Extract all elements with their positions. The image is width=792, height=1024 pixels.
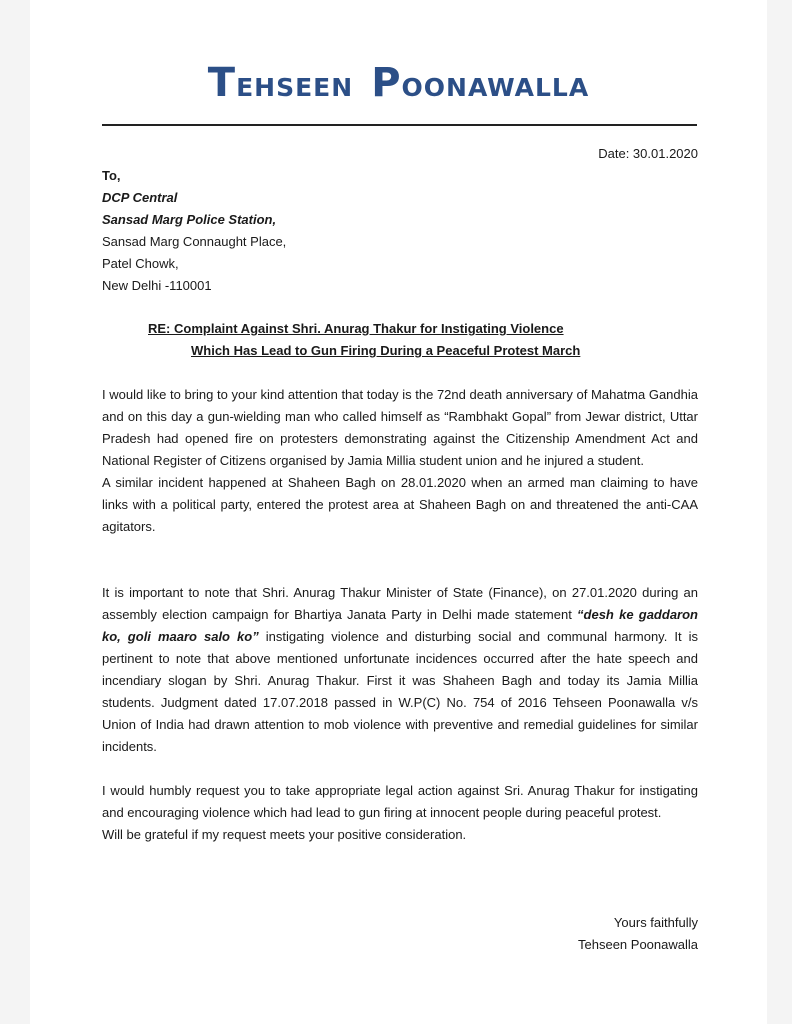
address-line-3: New Delhi -110001 — [102, 278, 212, 293]
closing-salutation: Yours faithfully — [613, 915, 698, 930]
closing-signatory: Tehseen Poonawalla — [578, 937, 698, 952]
address-line-2: Patel Chowk, — [102, 256, 179, 271]
paragraph-3-after: instigating violence and disturbing social and communal harmony. It is pertinent to note that above mentioned unfortunate incidences occurred after the hate speech and incendiary slogan by Shri. Anurag Thakur. First it was Shaheen Bagh and today its Jamia Millia students. Judgment dated 17.07.2018 passed in W.P(C) No. 754 of 2016 Tehseen Poonawalla v/s Union of India had drawn attention to mob violence with preventive and remedial guidelines for similar incidents. — [102, 629, 698, 754]
letterhead-first-rest: EHSEEN — [236, 73, 354, 102]
letter-date: Date: 30.01.2020 — [598, 146, 698, 161]
letter-page — [30, 0, 767, 1024]
body-paragraph-3 — [102, 582, 698, 758]
address-to: To, — [102, 168, 121, 183]
paragraph-4-text: I would humbly request you to take appropriate legal action against Sri. Anurag Thakur for instigating and encouraging violence which had lead to gun firing at innocent people during peaceful protest. — [102, 783, 698, 820]
subject-line-1: RE: Complaint Against Shri. Anurag Thakur for Instigating Violence — [148, 321, 564, 336]
letterhead-first-initial: T — [207, 60, 237, 106]
address-recipient: DCP Central — [102, 190, 178, 205]
address-line-1: Sansad Marg Connaught Place, — [102, 234, 287, 249]
body-paragraph-1 — [102, 384, 698, 538]
paragraph-3-quote: “desh ke gaddaron ko, goli maaro salo ko” — [102, 607, 698, 644]
paragraph-5-text: Will be grateful if my request meets your positive consideration. — [102, 827, 467, 842]
paragraph-1-text: I would like to bring to your kind attention that today is the 72nd death anniversary of Mahatma Gandhia and on this day a gun-wielding man who called himself as “Rambhakt Gopal” from Jewar district, Uttar Pradesh had opened fire on protesters demonstrating against the Citizenship Amendment Act and National Register of Citizens organised by Jamia Millia student union and he injured a student. — [102, 387, 698, 468]
letterhead-divider — [102, 124, 697, 126]
paragraph-2-text: A similar incident happened at Shaheen Bagh on 28.01.2020 when an armed man claiming to have links with a political party, entered the protest area at Shaheen Bagh on and threatened the anti-CAA agitators. — [102, 475, 698, 534]
letterhead-last-rest: OONAWALLA — [401, 73, 590, 102]
letterhead — [30, 60, 767, 106]
body-paragraph-4 — [102, 780, 698, 846]
paragraph-3-before: It is important to note that Shri. Anurag Thakur Minister of State (Finance), on 27.01.2020 during an assembly election campaign for Bhartiya Janata Party in Delhi made statement — [102, 585, 698, 622]
letterhead-last-initial: P — [371, 60, 402, 106]
address-station: Sansad Marg Police Station, — [102, 212, 277, 227]
subject-line-2: Which Has Lead to Gun Firing During a Peaceful Protest March — [191, 343, 581, 358]
